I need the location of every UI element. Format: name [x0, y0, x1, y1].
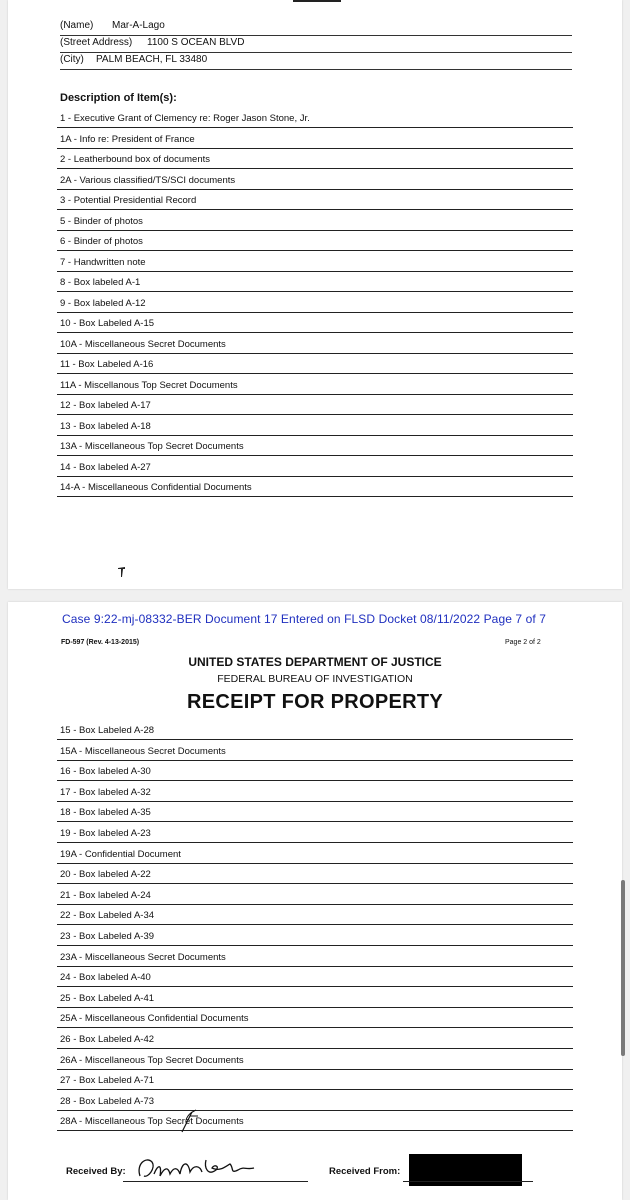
- item-row: [57, 784, 573, 802]
- bureau-heading: FEDERAL BUREAU OF INVESTIGATION: [217, 673, 413, 685]
- item-text: 23A - Miscellaneous Secret Documents: [60, 951, 226, 963]
- city-row: [60, 52, 572, 70]
- item-row: [57, 1113, 573, 1131]
- item-row: [57, 1093, 573, 1111]
- received-from-label: Received From:: [329, 1166, 401, 1177]
- city-value: PALM BEACH, FL 33480: [96, 54, 208, 65]
- item-text: 25A - Miscellaneous Confidential Documents: [60, 1013, 249, 1025]
- scrollbar-thumb[interactable]: [621, 880, 625, 1056]
- item-row: [57, 1072, 573, 1090]
- item-row: [57, 274, 573, 292]
- item-text: 25 - Box Labeled A-41: [60, 992, 155, 1004]
- name-row: [60, 18, 572, 36]
- item-row: [57, 254, 573, 272]
- item-row: [57, 397, 573, 415]
- department-heading: UNITED STATES DEPARTMENT OF JUSTICE: [188, 655, 442, 669]
- item-row: [57, 722, 573, 740]
- item-row: [57, 479, 573, 497]
- item-text: 1 - Executive Grant of Clemency re: Roger Jason Stone, Jr.: [60, 113, 310, 124]
- item-row: [57, 151, 573, 169]
- item-text: 19 - Box labeled A-23: [60, 828, 151, 839]
- item-text: 28 - Box Labeled A-73: [60, 1095, 155, 1107]
- item-text: 22 - Box Labeled A-34: [60, 910, 155, 922]
- page-number: Page 2 of 2: [505, 639, 541, 646]
- item-row: [57, 907, 573, 925]
- item-row: [57, 990, 573, 1008]
- page-edge-mark: [293, 0, 341, 2]
- item-text: 16 - Box labeled A-30: [60, 766, 151, 778]
- item-row: [57, 866, 573, 884]
- item-text: 13A - Miscellaneous Top Secret Documents: [60, 441, 244, 452]
- item-row: [57, 763, 573, 781]
- item-row: [57, 949, 573, 967]
- item-text: 28A - Miscellaneous Top Secret Documents: [60, 1116, 244, 1128]
- street-address-value: 1100 S OCEAN BLVD: [147, 37, 245, 48]
- item-text: 2 - Leatherbound box of documents: [60, 154, 210, 165]
- document-page-1: [8, 0, 622, 589]
- item-text: 21 - Box labeled A-24: [60, 889, 151, 901]
- item-row: [57, 969, 573, 987]
- item-text: 8 - Box labeled A-1: [60, 277, 141, 288]
- signature-icon: [130, 1154, 270, 1184]
- item-row: [57, 825, 573, 843]
- item-text: 14-A - Miscellaneous Confidential Documents: [60, 482, 252, 493]
- received-by-label: Received By:: [66, 1166, 126, 1177]
- document-page-2: [8, 602, 622, 1200]
- item-row: [57, 192, 573, 210]
- received-from-line: [403, 1181, 533, 1182]
- item-row: [57, 213, 573, 231]
- item-row: [57, 846, 573, 864]
- street-address-row: [60, 35, 572, 53]
- item-text: 26A - Miscellaneous Top Secret Documents: [60, 1054, 244, 1066]
- item-text: 1A - Info re: President of France: [60, 133, 195, 145]
- signature-row: [8, 1154, 622, 1194]
- form-number: FD-597 (Rev. 4-13-2015): [61, 639, 140, 646]
- item-text: 11A - Miscellanous Top Secret Documents: [60, 379, 238, 391]
- item-text: 14 - Box labeled A-27: [60, 461, 151, 473]
- item-row: [57, 418, 573, 436]
- item-text: 3 - Potential Presidential Record: [60, 195, 197, 206]
- item-row: [57, 315, 573, 333]
- name-value: Mar-A-Lago: [112, 20, 165, 31]
- item-row: [57, 804, 573, 822]
- item-text: 7 - Handwritten note: [60, 256, 146, 268]
- item-text: 18 - Box labeled A-35: [60, 807, 151, 819]
- item-text: 19A - Confidential Document: [60, 848, 181, 860]
- item-text: 15A - Miscellaneous Secret Documents: [60, 745, 226, 757]
- item-row: [57, 110, 573, 128]
- item-text: 17 - Box labeled A-32: [60, 786, 151, 798]
- item-text: 5 - Binder of photos: [60, 215, 143, 227]
- item-row: [57, 743, 573, 761]
- received-by-line: [123, 1181, 308, 1182]
- item-text: 27 - Box Labeled A-71: [60, 1075, 155, 1087]
- item-text: 23 - Box Labeled A-39: [60, 931, 155, 942]
- form-title: RECEIPT FOR PROPERTY: [186, 691, 444, 713]
- item-row: [57, 1052, 573, 1070]
- item-text: 10 - Box Labeled A-15: [60, 318, 155, 329]
- item-text: 2A - Various classified/TS/SCI documents: [60, 174, 236, 186]
- item-text: 15 - Box Labeled A-28: [60, 725, 155, 736]
- item-row: [57, 459, 573, 477]
- item-row: [57, 172, 573, 190]
- item-text: 20 - Box labeled A-22: [60, 869, 151, 881]
- item-text: 13 - Box labeled A-18: [60, 420, 151, 432]
- item-row: [57, 356, 573, 374]
- city-label: (City): [60, 54, 84, 65]
- ink-mark-icon: [118, 567, 126, 578]
- item-row: [57, 233, 573, 251]
- case-header: Case 9:22-mj-08332-BER Document 17 Entered on FLSD Docket 08/11/2022 Page 7 of 7: [62, 612, 547, 626]
- item-text: 24 - Box labeled A-40: [60, 972, 151, 984]
- item-row: [57, 131, 573, 149]
- item-text: 12 - Box labeled A-17: [60, 400, 151, 411]
- item-row: [57, 377, 573, 395]
- item-row: [57, 1010, 573, 1028]
- handwritten-correction-icon: [174, 1102, 204, 1134]
- name-label: (Name): [60, 20, 94, 31]
- item-row: [57, 887, 573, 905]
- item-row: [57, 336, 573, 354]
- item-text: 9 - Box labeled A-12: [60, 297, 146, 309]
- item-row: [57, 1031, 573, 1049]
- item-text: 26 - Box Labeled A-42: [60, 1034, 155, 1045]
- item-row: [57, 295, 573, 313]
- description-title: Description of Item(s):: [60, 92, 177, 104]
- item-text: 11 - Box Labeled A-16: [60, 359, 154, 370]
- street-address-label: (Street Address): [60, 37, 133, 48]
- item-text: 10A - Miscellaneous Secret Documents: [60, 338, 226, 350]
- item-text: 6 - Binder of photos: [60, 236, 143, 247]
- item-row: [57, 438, 573, 456]
- item-row: [57, 928, 573, 946]
